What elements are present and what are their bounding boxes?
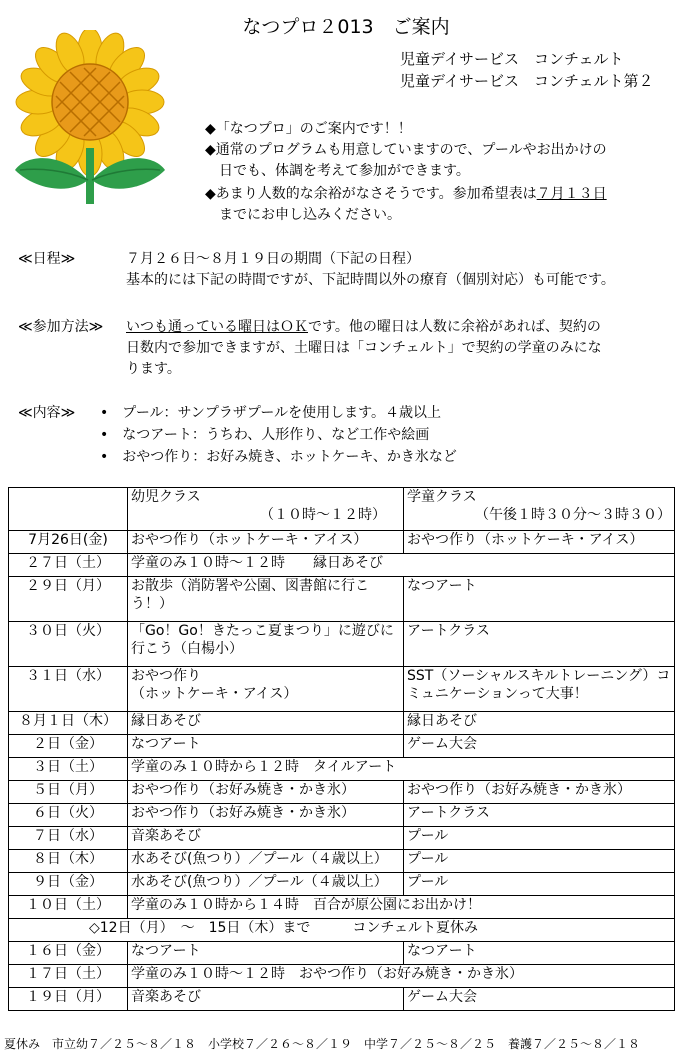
date-cell: １７日（土） xyxy=(9,965,128,988)
infant-program-cell: おやつ作り （ホットケーキ・アイス） xyxy=(128,667,404,712)
program-cell: 学童のみ１０時〜１２時 縁日あそび xyxy=(128,554,675,577)
org-name-2: 児童デイサービス コンチェルト第２ xyxy=(400,72,654,90)
school-program-cell: ゲーム大会 xyxy=(404,735,675,758)
school-program-cell: プール xyxy=(404,827,675,850)
table-row xyxy=(9,804,675,827)
intro-line-5: までにお申し込みください。 xyxy=(205,207,401,223)
method-underlined: いつも通っている曜日はＯＫ xyxy=(126,319,308,335)
table-row xyxy=(9,554,675,577)
date-cell: ９日（金） xyxy=(9,873,128,896)
school-program-cell: ゲーム大会 xyxy=(404,988,675,1011)
table-row xyxy=(9,712,675,735)
method-line-1 xyxy=(126,316,601,336)
infant-program-cell: なつアート xyxy=(128,735,404,758)
method-line-3: ります。 xyxy=(126,361,181,377)
table-row xyxy=(9,827,675,850)
program-cell: 学童のみ１０時から１２時 タイルアート xyxy=(128,758,675,781)
method-label: ≪参加方法≫ xyxy=(18,319,104,335)
header-col-infant xyxy=(128,488,404,531)
table-row xyxy=(9,942,675,965)
infant-program-cell: 音楽あそび xyxy=(128,988,404,1011)
date-cell: ５日（月） xyxy=(9,781,128,804)
header-school-time: （午後１時３０分〜３時３０） xyxy=(475,507,671,523)
header-school-label: 学童クラス xyxy=(407,489,477,505)
school-program-cell: おやつ作り（お好み焼き・かき氷） xyxy=(404,781,675,804)
date-cell: ２７日（土） xyxy=(9,554,128,577)
schedule-table xyxy=(8,487,675,1011)
schedule-line-1: ７月２６日〜８月１９日の期間（下記の日程） xyxy=(126,251,420,267)
schedule-label: ≪日程≫ xyxy=(18,251,76,267)
date-cell: ６日（火） xyxy=(9,804,128,827)
date-cell: １０日（土） xyxy=(9,896,128,919)
infant-program-cell: お散歩（消防署や公園、図書館に行こう！） xyxy=(128,577,404,622)
header-date-cell xyxy=(9,488,128,531)
school-program-cell: アートクラス xyxy=(404,622,675,667)
intro-line-4 xyxy=(205,183,607,203)
contents-item: • プール：サンプラザプールを使用します。４歳以上 xyxy=(100,405,442,421)
school-program-cell: 縁日あそび xyxy=(404,712,675,735)
contents-label: ≪内容≫ xyxy=(18,405,76,421)
school-program-cell: なつアート xyxy=(404,577,675,622)
infant-program-cell: 音楽あそび xyxy=(128,827,404,850)
school-program-cell: おやつ作り（ホットケーキ・アイス） xyxy=(404,531,675,554)
intro-line-1: ◆「なつプロ」のご案内です！！ xyxy=(205,121,412,137)
program-cell: 学童のみ１０時から１４時 百合が原公園にお出かけ！ xyxy=(128,896,675,919)
date-cell: ８月１日（木） xyxy=(9,712,128,735)
date-cell: １６日（金） xyxy=(9,942,128,965)
table-row xyxy=(9,667,675,712)
table-row xyxy=(9,622,675,667)
infant-program-cell: おやつ作り（お好み焼き・かき氷） xyxy=(128,804,404,827)
date-cell: ２９日（月） xyxy=(9,577,128,622)
table-header-row xyxy=(9,488,675,531)
table-row xyxy=(9,577,675,622)
table-row xyxy=(9,758,675,781)
table-row xyxy=(9,873,675,896)
date-cell: ３０日（火） xyxy=(9,622,128,667)
date-cell: ３１日（水） xyxy=(9,667,128,712)
date-cell: ２日（金） xyxy=(9,735,128,758)
table-row xyxy=(9,965,675,988)
infant-program-cell: おやつ作り（お好み焼き・かき氷） xyxy=(128,781,404,804)
contents-item: • おやつ作り：お好み焼き、ホットケーキ、かき氷など xyxy=(100,449,457,465)
school-program-cell: プール xyxy=(404,873,675,896)
date-cell: ３日（土） xyxy=(9,758,128,781)
method-line-1-rest: です。他の曜日は人数に余裕があれば、契約の xyxy=(308,319,601,335)
infant-program-cell: なつアート xyxy=(128,942,404,965)
table-row xyxy=(9,988,675,1011)
date-cell: ７日（水） xyxy=(9,827,128,850)
date-cell: １９日（月） xyxy=(9,988,128,1011)
intro-line-3: 日でも、体調を考えて参加ができます。 xyxy=(205,163,470,179)
infant-program-cell: 「Go！Go！きたっこ夏まつり」に遊びに行こう（白楊小） xyxy=(128,622,404,667)
infant-program-cell: 水あそび(魚つり）／プール（４歳以上） xyxy=(128,850,404,873)
table-row xyxy=(9,531,675,554)
school-program-cell: アートクラス xyxy=(404,804,675,827)
date-cell: ８日（木） xyxy=(9,850,128,873)
sunflower-icon xyxy=(10,30,170,210)
method-line-2: 日数内で参加できますが、土曜日は「コンチェルト」で契約の学童のみにな xyxy=(126,340,602,356)
school-program-cell: SST（ソーシャルスキルトレーニング）コミュニケーションって大事！ xyxy=(404,667,675,712)
page-title: なつプロ２013 ご案内 xyxy=(242,16,450,38)
table-row xyxy=(9,919,675,942)
table-row xyxy=(9,850,675,873)
infant-program-cell: 水あそび(魚つり）／プール（４歳以上） xyxy=(128,873,404,896)
footer-holidays: 夏休み 市立幼７／２５〜８／１８ 小学校７／２６〜８／１９ 中学７／２５〜８／２５ 養護７／２５〜８／１８ xyxy=(4,1037,641,1051)
org-name-1: 児童デイサービス コンチェルト xyxy=(400,50,624,68)
table-row xyxy=(9,735,675,758)
school-program-cell: なつアート xyxy=(404,942,675,965)
date-cell: 7月26日(金) xyxy=(9,531,128,554)
intro-line-2: ◆通常のプログラムも用意していますので、プールやお出かけの xyxy=(205,142,607,158)
deadline-date: ７月１３日 xyxy=(536,186,607,202)
header-infant-label: 幼児クラス xyxy=(131,489,201,505)
holiday-cell: ◇12日（月） 〜 15日（木）まで コンチェルト夏休み xyxy=(9,919,675,942)
header-infant-time: （１０時〜１２時） xyxy=(260,507,386,523)
table-row xyxy=(9,781,675,804)
contents-item: • なつアート：うちわ、人形作り、など工作や絵画 xyxy=(100,427,430,443)
infant-program-cell: 縁日あそび xyxy=(128,712,404,735)
header-col-school xyxy=(404,488,675,531)
program-cell: 学童のみ１０時〜１２時 おやつ作り（お好み焼き・かき氷） xyxy=(128,965,675,988)
table-row xyxy=(9,896,675,919)
intro-deadline-text: ◆あまり人数的な余裕がなさそうです。参加希望表は xyxy=(205,186,537,202)
school-program-cell: プール xyxy=(404,850,675,873)
schedule-line-2: 基本的には下記の時間ですが、下記時間以外の療育（個別対応）も可能です。 xyxy=(126,272,615,288)
infant-program-cell: おやつ作り（ホットケーキ・アイス） xyxy=(128,531,404,554)
